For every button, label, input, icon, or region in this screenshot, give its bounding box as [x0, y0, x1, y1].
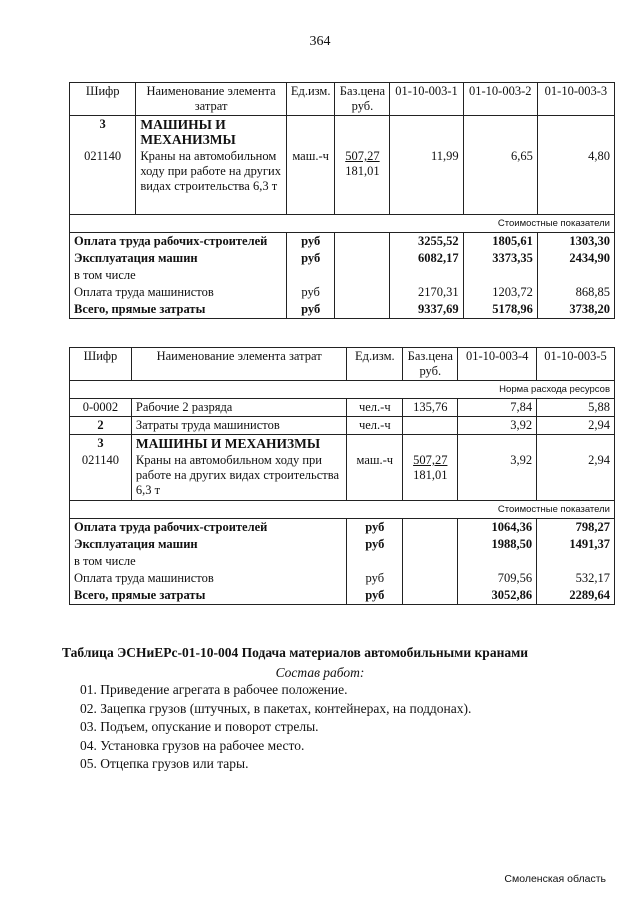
item-value-2: 2,94 [588, 453, 610, 467]
item-unit: маш.-ч [347, 452, 403, 500]
indicators-row [70, 500, 615, 518]
work-composition-title: Состав работ: [275, 665, 365, 680]
summary-name: Оплата труда рабочих-строителей [70, 232, 287, 250]
summary-value-1: 2170,31 [390, 284, 463, 301]
row-price: 135,76 [403, 399, 458, 417]
summary-name: Всего, прямые затраты [70, 301, 287, 319]
summary-unit: руб [347, 518, 403, 536]
work-list [80, 681, 471, 774]
item-value-2: 6,65 [463, 148, 537, 214]
row-value-2: 5,88 [588, 400, 610, 414]
summary-value-2: 1491,37 [569, 536, 610, 551]
item-name: Краны на автомобильном ходу при работе на других видах строительства 6,3 т [131, 452, 346, 500]
summary-row [70, 536, 615, 553]
resource-table-2 [69, 347, 615, 605]
table-header [70, 83, 615, 116]
item-value-1: 3,92 [458, 452, 537, 500]
summary-name: Оплата труда машинистов [70, 570, 347, 587]
summary-unit: руб [347, 570, 403, 587]
summary-unit: руб [286, 250, 335, 267]
summary-unit: руб [286, 301, 335, 319]
summary-name: Всего, прямые затраты [70, 587, 347, 605]
region-footer: Смоленская область [504, 873, 606, 885]
next-table-title: Таблица ЭСНиЕРс-01-10-004 Подача материалов автомобильными кранами [62, 645, 529, 660]
section-row [70, 435, 615, 453]
row-code: 0-0002 [70, 399, 132, 417]
summary-value-3: 3738,20 [569, 301, 610, 316]
price-total: 507,27 [413, 453, 448, 467]
price-wage: 181,01 [413, 468, 448, 482]
summary-value-1: 6082,17 [390, 250, 463, 267]
section-row [70, 116, 615, 149]
summary-value-2: 5178,96 [463, 301, 537, 319]
summary-value-2: 532,17 [575, 570, 610, 585]
summary-value-1: 3052,86 [458, 587, 537, 605]
row-unit: чел.-ч [347, 417, 403, 435]
summary-value-1: 9337,69 [390, 301, 463, 319]
work-item: 04. Установка грузов на рабочее место. [80, 737, 305, 753]
summary-row [70, 267, 615, 284]
summary-value-1: 1064,36 [458, 518, 537, 536]
header-code: Шифр [70, 348, 132, 381]
summary-unit: руб [286, 284, 335, 301]
row-value-1: 7,84 [458, 399, 537, 417]
summary-unit: руб [286, 232, 335, 250]
summary-row [70, 250, 615, 267]
summary-name: Эксплуатация машин [70, 250, 287, 267]
summary-value-1: 1988,50 [458, 536, 537, 553]
item-value-3: 4,80 [588, 149, 610, 163]
work-item: 02. Зацепка грузов (штучных, в пакетах, контейнерах, на поддонах). [80, 700, 472, 716]
row-price [403, 417, 458, 435]
work-item: 01. Приведение агрегата в рабочее положение. [80, 682, 348, 697]
summary-name: в том числе [70, 267, 287, 284]
header-col-1: 01-10-003-1 [390, 83, 463, 116]
summary-value-2: 1203,72 [463, 284, 537, 301]
row-code: 2 [70, 417, 132, 435]
summary-value-1: 3255,52 [390, 232, 463, 250]
summary-value-3: 1303,30 [569, 233, 610, 248]
header-name: Наименование элемента затрат [136, 83, 287, 116]
indicators-label: Стоимостные показатели [497, 217, 610, 229]
indicators-row [70, 214, 615, 232]
row-name: Затраты труда машинистов [131, 417, 346, 435]
page-number: 364 [309, 34, 331, 49]
item-unit: маш.-ч [286, 148, 335, 214]
section-code: 3 [70, 116, 136, 149]
summary-unit: руб [347, 536, 403, 553]
table-row [70, 148, 615, 214]
header-price: Баз.цена руб. [403, 348, 458, 381]
summary-row [70, 284, 615, 301]
summary-name: Оплата труда рабочих-строителей [70, 518, 347, 536]
header-unit: Ед.изм. [347, 348, 403, 381]
summary-row [70, 301, 615, 319]
summary-value-1: 709,56 [458, 570, 537, 587]
row-name: Рабочие 2 разряда [131, 399, 346, 417]
header-price: Баз.цена руб. [335, 83, 390, 116]
summary-value-2: 3373,35 [463, 250, 537, 267]
header-unit: Ед.изм. [286, 83, 335, 116]
section-code: 3 [70, 435, 132, 453]
summary-name: Эксплуатация машин [70, 536, 347, 553]
summary-value-3: 2434,90 [569, 250, 610, 265]
header-col-2: 01-10-003-5 [537, 348, 615, 381]
item-value-1: 11,99 [390, 148, 463, 214]
item-price [403, 452, 458, 500]
norm-row [70, 381, 615, 399]
summary-value-2: 1805,61 [463, 232, 537, 250]
summary-name: в том числе [70, 553, 347, 570]
indicators-label: Стоимостные показатели [497, 503, 610, 515]
section-title: МАШИНЫ И МЕХАНИЗМЫ [136, 116, 287, 149]
header-col-3: 01-10-003-3 [537, 83, 614, 116]
summary-row [70, 570, 615, 587]
item-name: Краны на автомобильном ходу при работе на других видах строительства 6,3 т [136, 148, 287, 214]
item-code: 021140 [70, 452, 132, 500]
row-value-2: 2,94 [588, 418, 610, 432]
summary-value-2: 798,27 [575, 519, 610, 534]
item-price [335, 148, 390, 214]
header-code: Шифр [70, 83, 136, 116]
section-title: МАШИНЫ И МЕХАНИЗМЫ [131, 435, 346, 453]
row-value-1: 3,92 [458, 417, 537, 435]
summary-value-3: 868,85 [575, 284, 610, 299]
row-unit: чел.-ч [347, 399, 403, 417]
table-row [70, 399, 615, 417]
summary-row [70, 232, 615, 250]
summary-row [70, 587, 615, 605]
resource-table-1 [69, 82, 615, 319]
table-row [70, 452, 615, 500]
work-item: 05. Отцепка грузов или тары. [80, 756, 249, 771]
price-wage: 181,01 [345, 164, 380, 178]
header-col-1: 01-10-003-4 [458, 348, 537, 381]
summary-row [70, 518, 615, 536]
summary-name: Оплата труда машинистов [70, 284, 287, 301]
header-name: Наименование элемента затрат [131, 348, 346, 381]
table-header [70, 348, 615, 381]
summary-value-2: 2289,64 [569, 587, 610, 602]
summary-row [70, 553, 615, 570]
item-code: 021140 [70, 148, 136, 214]
norm-label: Норма расхода ресурсов [499, 384, 610, 395]
table-row [70, 417, 615, 435]
header-col-2: 01-10-003-2 [463, 83, 537, 116]
work-item: 03. Подъем, опускание и поворот стрелы. [80, 719, 319, 734]
price-total: 507,27 [345, 149, 380, 163]
summary-unit: руб [347, 587, 403, 605]
